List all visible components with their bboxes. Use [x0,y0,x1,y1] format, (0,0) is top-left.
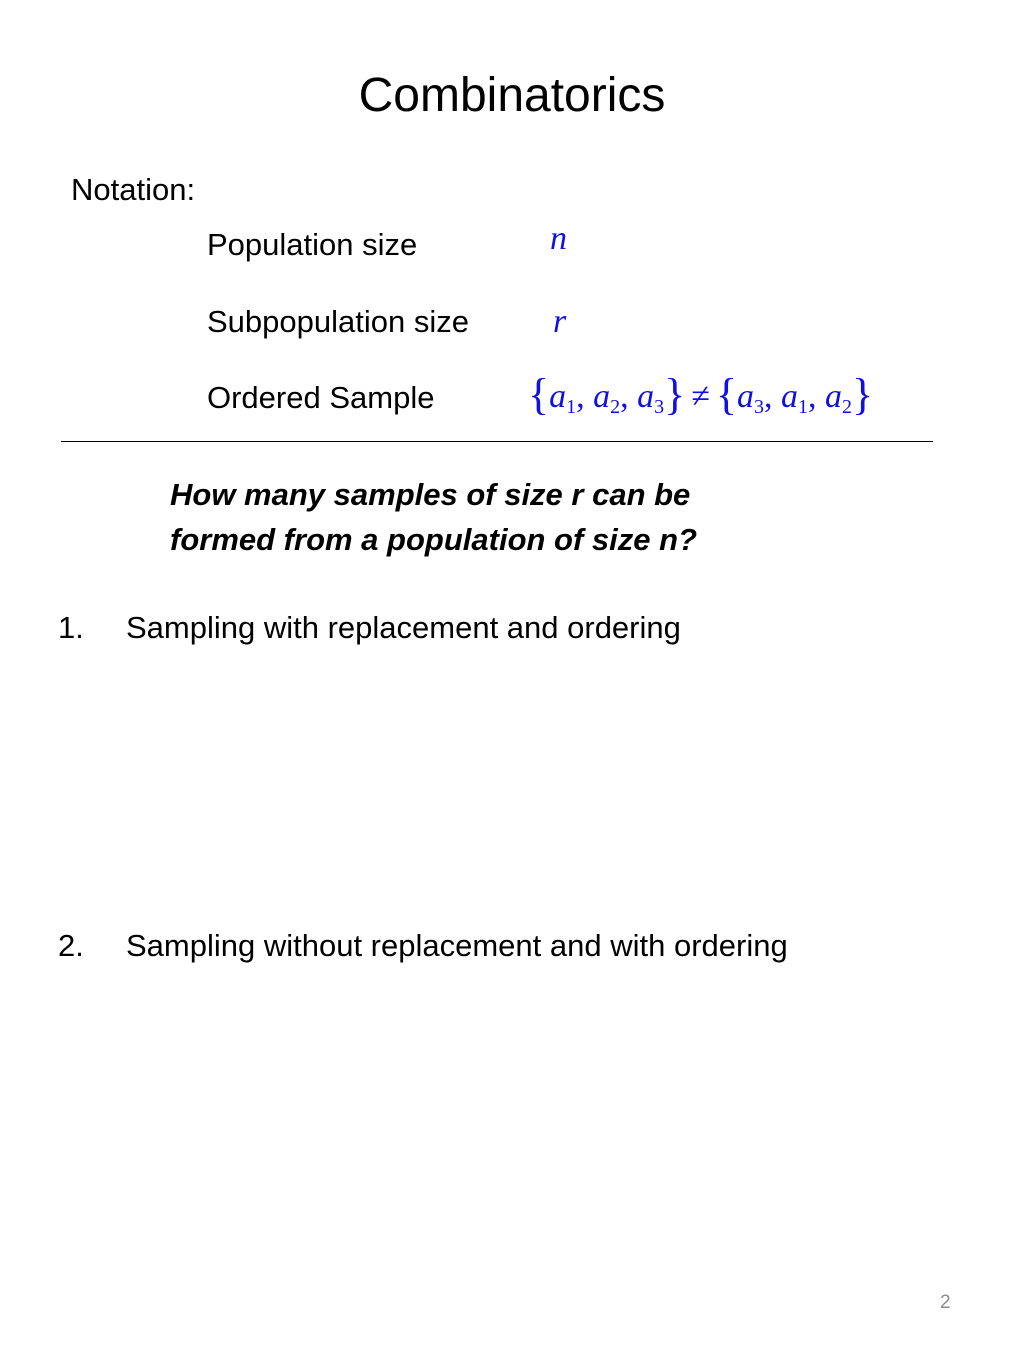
list-item-2-number: 2. [58,928,84,963]
set-b-element-1: a [737,378,755,415]
not-equal-symbol: ≠ [691,378,710,415]
left-brace-open: { [528,370,550,419]
set-a-element-1: a [549,378,567,415]
left-brace-close: } [664,370,686,419]
comma: , [764,378,782,415]
set-a-subscript-3: 3 [654,396,665,418]
population-size-label: Population size [207,227,418,262]
set-a-subscript-1: 1 [566,396,577,418]
set-a-element-2: a [593,378,611,415]
question-line-1: How many samples of size r can be [170,477,691,512]
section-divider [61,441,933,442]
question-text [170,472,697,562]
right-brace-close: } [852,370,874,419]
comma: , [576,378,594,415]
page-number: 2 [940,1292,951,1313]
set-b-subscript-2: 1 [798,396,809,418]
ordered-sample-label: Ordered Sample [207,380,435,415]
question-line-2: formed from a population of size n? [170,522,697,557]
list-item-2-text: Sampling without replacement and with ordering [126,928,788,963]
comma: , [620,378,638,415]
set-b-subscript-1: 3 [754,396,765,418]
ordered-sample-expression [528,370,873,422]
comma: , [808,378,826,415]
list-item-1-text: Sampling with replacement and ordering [126,610,681,645]
set-b-subscript-3: 2 [842,396,853,418]
set-b-element-2: a [781,378,799,415]
set-b-element-3: a [825,378,843,415]
set-a-subscript-2: 2 [610,396,621,418]
slide-title: Combinatorics [358,69,666,122]
population-size-symbol: n [550,220,567,257]
notation-label: Notation: [71,172,196,207]
subpopulation-size-symbol: r [553,303,567,340]
right-brace-open: { [715,370,738,419]
set-a-element-3: a [637,378,655,415]
list-item-1-number: 1. [58,610,84,645]
subpopulation-size-label: Subpopulation size [207,304,469,339]
